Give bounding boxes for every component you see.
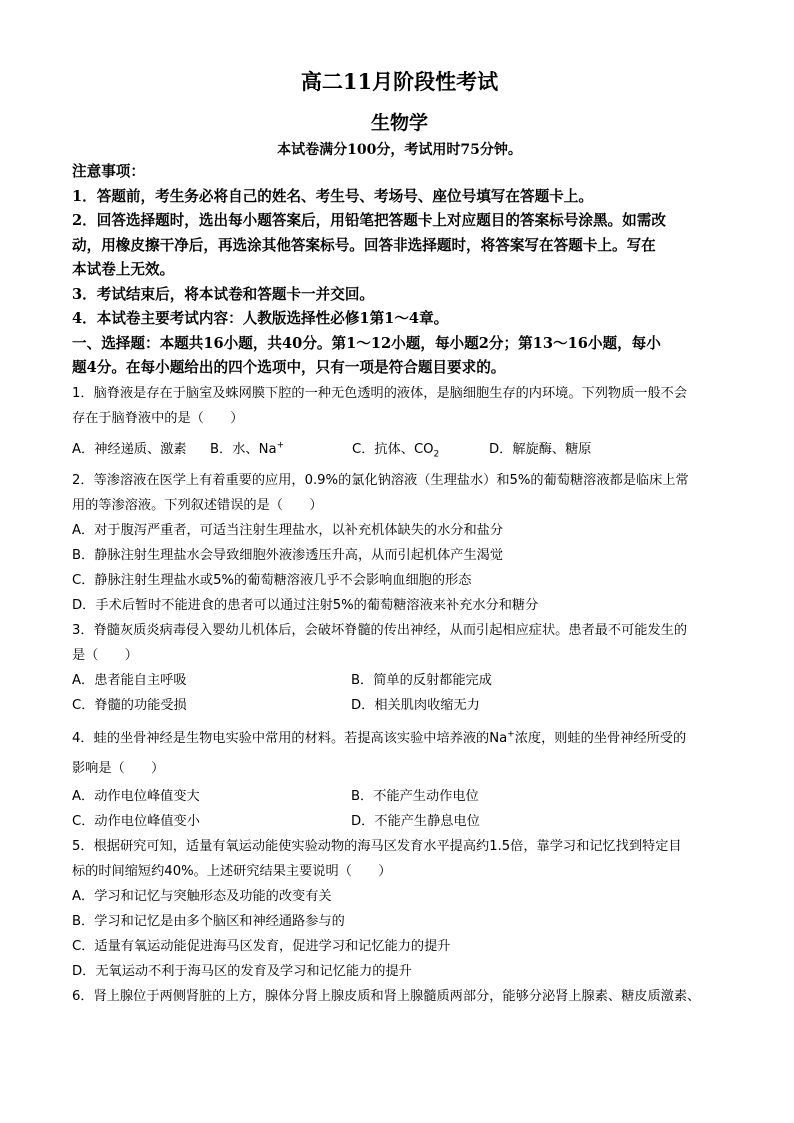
question-options bbox=[72, 437, 727, 462]
question-stem: 1．脑脊液是存在于脑室及蛛网膜下腔的一种无色透明的液体，是脑细胞生存的内环境。下列物质一般不会 bbox=[72, 385, 688, 401]
option-d: D．相关肌肉收缩无力 bbox=[351, 697, 480, 713]
option-a: A．学习和记忆与突触形态及功能的改变有关 bbox=[72, 888, 332, 904]
note-4: 4．本试卷主要考试内容：人教版选择性必修1第1～4章。 bbox=[72, 310, 449, 327]
option-a: A．患者能自主呼吸 bbox=[72, 672, 187, 688]
notes-heading: 注意事项： bbox=[72, 163, 145, 180]
question-1 bbox=[72, 381, 727, 462]
option-d: D．不能产生静息电位 bbox=[351, 813, 480, 829]
option-b: B．不能产生动作电位 bbox=[351, 788, 479, 804]
option-d: D．手术后暂时不能进食的患者可以通过注射5%的葡萄糖溶液来补充水分和糖分 bbox=[72, 597, 539, 613]
option-d: D．无氧运动不利于海马区的发育及学习和记忆能力的提升 bbox=[72, 963, 412, 979]
question-stem: 是（ ） bbox=[72, 647, 138, 663]
question-stem: 存在于脑脊液中的是（ ） bbox=[72, 410, 244, 426]
option-a: A．神经递质、激素 bbox=[72, 441, 187, 457]
question-stem: 5．根据研究可知，适量有氧运动能使实验动物的海马区发育水平提高约1.5倍，靠学习和记忆找到特定目 bbox=[72, 838, 682, 854]
option-b: B．简单的反射都能完成 bbox=[351, 672, 492, 688]
question-2 bbox=[72, 468, 727, 618]
note-2-line-3: 本试卷上无效。 bbox=[72, 261, 175, 278]
option-b: B．静脉注射生理盐水会导致细胞外液渗透压升高，从而引起机体产生渴觉 bbox=[72, 547, 504, 563]
note-2-line-1: 2．回答选择题时，选出每小题答案后，用铅笔把答题卡上对应题目的答案标号涂黑。如需改 bbox=[72, 212, 666, 229]
option-c: C．动作电位峰值变小 bbox=[72, 813, 200, 829]
question-stem: 用的等渗溶液。下列叙述错误的是（ ） bbox=[72, 497, 323, 513]
question-stem: 标的时间缩短约40%。上述研究结果主要说明（ ） bbox=[72, 863, 392, 879]
exam-title: 高二11月阶段性考试 bbox=[300, 69, 499, 94]
notes-section bbox=[72, 160, 727, 381]
section1-line-1: 一、选择题：本题共16小题，共40分。第1～12小题，每小题2分；第13～16小题，每小 bbox=[72, 334, 661, 352]
question-6 bbox=[72, 984, 727, 1009]
option-c: C．抗体、$CO_2$ bbox=[352, 441, 440, 460]
question-stem: 6．肾上腺位于两侧肾脏的上方，腺体分肾上腺皮质和肾上腺髓质两部分，能够分泌肾上腺素、糖皮质激素、 bbox=[72, 988, 701, 1004]
option-c: C．适量有氧运动能促进海马区发育，促进学习和记忆能力的提升 bbox=[72, 938, 451, 954]
option-b: B．水、Na+ bbox=[210, 440, 285, 457]
section1-line-2: 题4分。在每小题给出的四个选项中，只有一项是符合题目要求的。 bbox=[72, 359, 506, 376]
option-a: A．动作电位峰值变大 bbox=[72, 788, 200, 804]
option-d: D．解旋酶、糖原 bbox=[489, 441, 592, 457]
question-3 bbox=[72, 618, 727, 718]
exam-subject: 生物学 bbox=[370, 112, 428, 134]
note-3: 3．考试结束后，将本试卷和答题卡一并交回。 bbox=[72, 285, 375, 303]
question-options bbox=[72, 809, 727, 834]
option-c: C．脊髓的功能受损 bbox=[72, 697, 187, 713]
question-options bbox=[72, 693, 727, 718]
question-stem: 影响是（ ） bbox=[72, 760, 165, 776]
option-c: C．静脉注射生理盐水或5%的葡萄糖溶液几乎不会影响血细胞的形态 bbox=[72, 572, 472, 588]
exam-info: 本试卷满分100分，考试用时75分钟。 bbox=[277, 142, 522, 158]
question-stem: 4．蛙的坐骨神经是生物电实验中常用的材料。若提高该实验中培养液的Na+浓度，则蛙的坐骨神经所受的 bbox=[72, 729, 687, 746]
question-options bbox=[72, 784, 727, 809]
note-2-line-2: 动，用橡皮擦干净后，再选涂其他答案标号。回答非选择题时，将答案写在答题卡上。写在 bbox=[72, 236, 656, 254]
exam-page bbox=[72, 68, 727, 1009]
question-4 bbox=[72, 724, 727, 834]
note-1: 1．答题前，考生务必将自己的姓名、考生号、考场号、座位号填写在答题卡上。 bbox=[72, 187, 593, 205]
question-stem: 2．等渗溶液在医学上有着重要的应用，0.9%的氯化钠溶液（生理盐水）和5%的葡萄糖溶液都是临床上常 bbox=[72, 472, 689, 488]
question-options bbox=[72, 668, 727, 693]
question-stem: 3．脊髓灰质炎病毒侵入婴幼儿机体后，会破坏脊髓的传出神经，从而引起相应症状。患者最不可能发生的 bbox=[72, 622, 688, 638]
question-5 bbox=[72, 834, 727, 984]
option-a: A．对于腹泻严重者，可适当注射生理盐水，以补充机体缺失的水分和盐分 bbox=[72, 522, 504, 538]
option-b: B．学习和记忆是由多个脑区和神经通路参与的 bbox=[72, 913, 345, 929]
